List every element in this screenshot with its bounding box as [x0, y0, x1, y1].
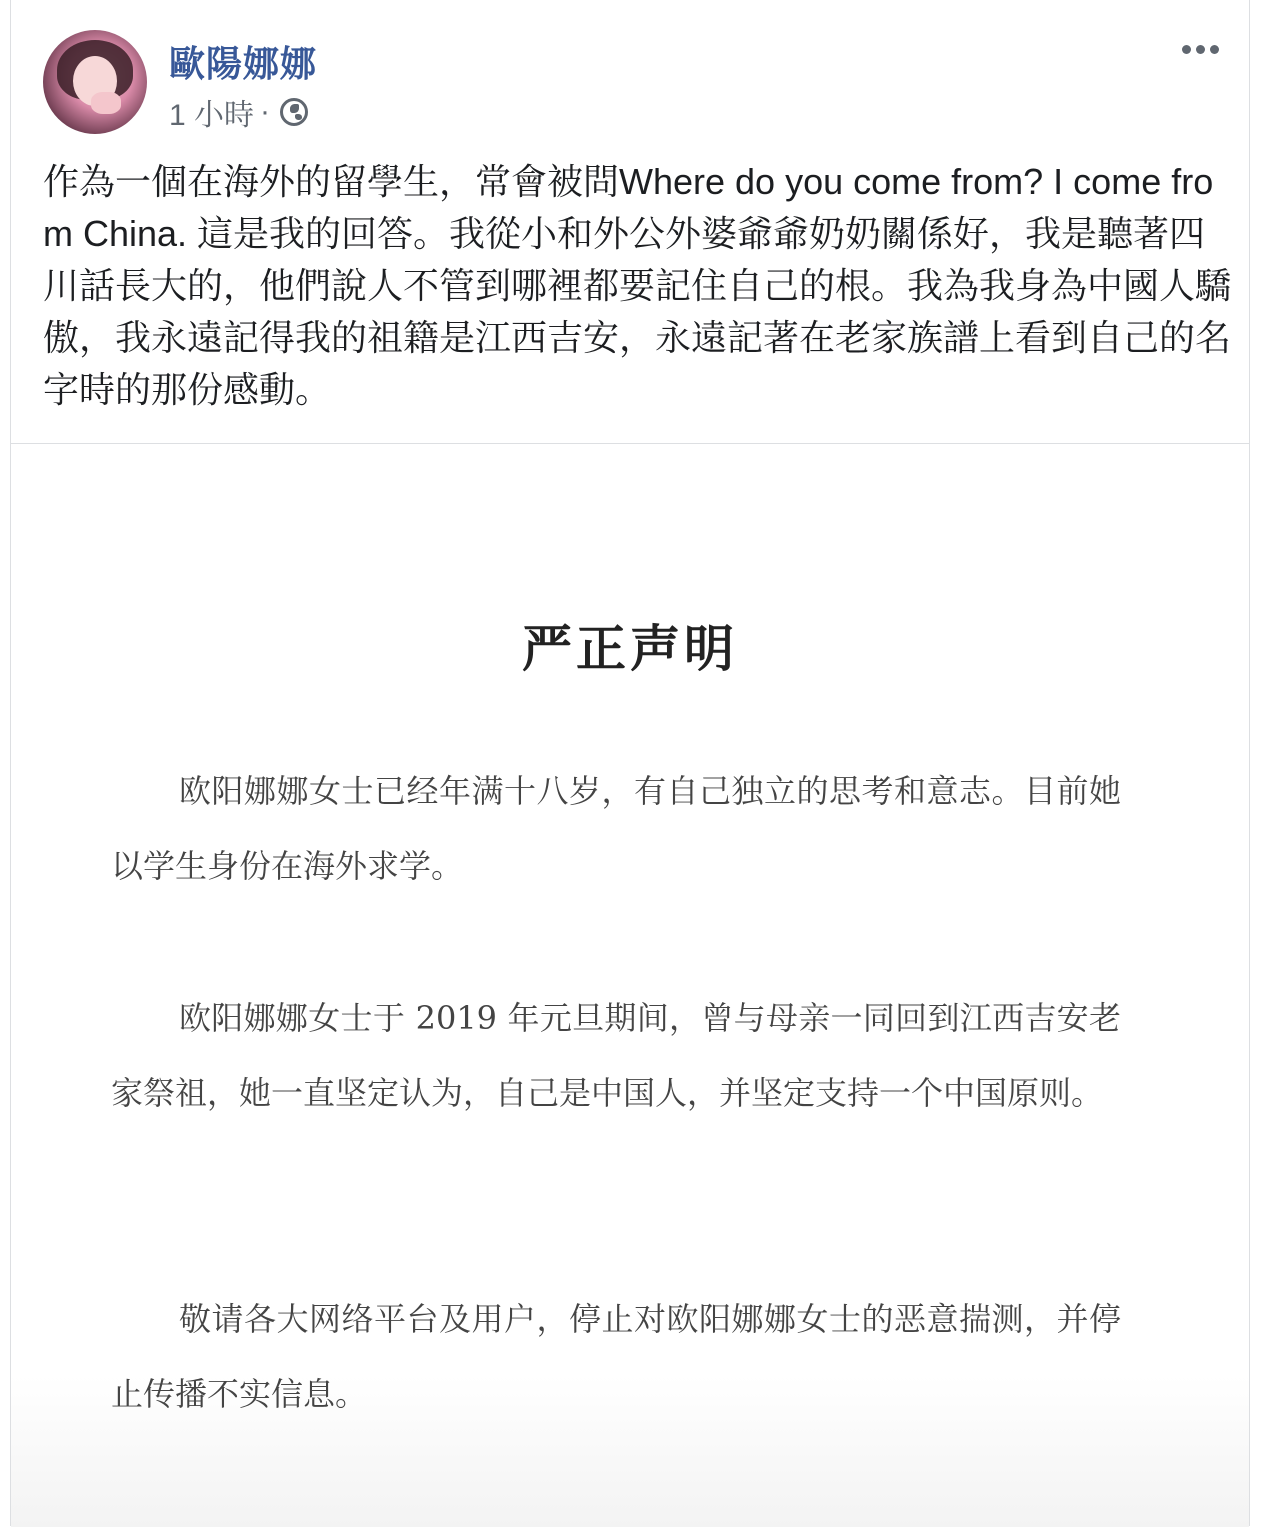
meta-separator: ·: [260, 95, 271, 128]
avatar-hand: [91, 92, 121, 114]
more-options-button[interactable]: [1175, 34, 1225, 64]
post-body-text: 作為一個在海外的留學生，常會被問Where do you come from? I come from China. 這是我的回答。我從小和外公外婆爺爺奶奶關係好，我是聽著四川話長大的，他們說人不管到哪裡都要記住自己的根。我為我身為中國人驕傲，我永遠記得我的祖籍是江西吉安，永遠記著在老家族譜上看到自己的名字時的那份感動。: [43, 161, 1232, 410]
post-header: [11, 0, 1249, 150]
author-name-link[interactable]: 歐陽娜娜: [169, 43, 318, 84]
statement-document: [11, 444, 1249, 1527]
statement-paragraph: 欧阳娜娜女士已经年满十八岁，有自己独立的思考和意志。目前她以学生身份在海外求学。: [111, 772, 1121, 885]
statement-title: 严正声明: [522, 619, 738, 678]
globe-icon[interactable]: [280, 98, 308, 126]
post-meta: [169, 90, 308, 134]
more-options-icon: [1196, 45, 1205, 54]
post-timestamp[interactable]: 1 小時: [169, 99, 255, 132]
statement-paragraph: 敬请各大网络平台及用户，停止对欧阳娜娜女士的恶意揣测，并停止传播不实信息。: [111, 1300, 1121, 1413]
post-image-attachment[interactable]: [11, 443, 1249, 1527]
more-options-icon: [1182, 45, 1191, 54]
more-options-icon: [1210, 45, 1219, 54]
statement-paragraph: 欧阳娜娜女士于 2019 年元旦期间，曾与母亲一同回到江西吉安老家祭祖，她一直坚定认为，自己是中国人，并坚定支持一个中国原则。: [111, 999, 1121, 1112]
avatar[interactable]: [43, 30, 147, 134]
post-card: [10, 0, 1250, 1526]
